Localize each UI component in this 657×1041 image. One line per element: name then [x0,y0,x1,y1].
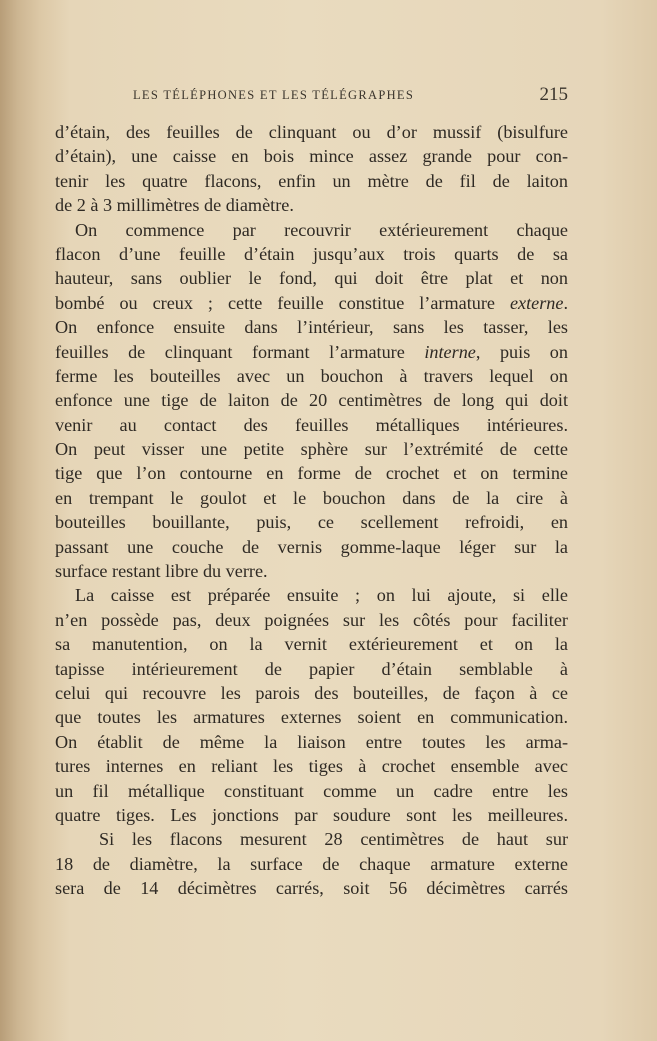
text-segment: bombé ou creux ; cette feuille constitue l’armature [55,292,510,313]
text-line: sa manutention, on la vernit extérieurement et on la [55,634,568,655]
text-segment: . [563,292,568,313]
text-line [55,340,568,364]
text-line: d’étain, des feuilles de clinquant ou d’or mussif (bisulfure [55,122,568,142]
page-header [55,86,568,108]
text-line: tures internes en reliant les tiges à crochet ensemble avec [55,756,568,777]
text-line: flacon d’une feuille d’étain jusqu’aux trois quarts de sa [55,243,568,264]
text-line: On peut visser une petite sphère sur l’extrémité de cette [55,439,568,460]
text-line: Si les flacons mesurent 28 centimètres de haut sur [99,829,568,850]
text-line: venir au contact des feuilles métalliques intérieures. [55,414,568,435]
running-title: LES TÉLÉPHONES ET LES TÉLÉGRAPHES [133,88,415,102]
text-line: que toutes les armatures externes soient en communication. [55,707,568,728]
text-line: bouteilles bouillante, puis, ce scellement refroidi, en [55,512,568,533]
text-line: d’étain), une caisse en bois mince assez grande pour con- [55,146,568,167]
text-segment: feuilles de clinquant formant l’armature [55,341,425,362]
text-line: de 2 à 3 millimètres de diamètre. [55,195,294,216]
text-line: La caisse est préparée ensuite ; on lui ajoute, si elle [75,585,568,606]
text-line: enfonce une tige de laiton de 20 centimètres de long qui doit [55,390,568,411]
text-line: un fil métallique constituant comme un cadre entre les [55,780,568,801]
text-line: On enfonce ensuite dans l’intérieur, sans les tasser, les [55,317,568,338]
text-line: passant une couche de vernis gomme-laque léger sur la [55,536,568,557]
text-line: tenir les quatre flacons, enfin un mètre de fil de laiton [55,170,568,191]
text-line: n’en possède pas, deux poignées sur les côtés pour faciliter [55,609,568,630]
text-line: On établit de même la liaison entre toutes les arma- [55,731,568,752]
text-line: tapisse intérieurement de papier d’étain semblable à [55,658,568,679]
text-line: 18 de diamètre, la surface de chaque armature externe [55,853,568,874]
italic-term: externe [509,292,564,313]
text-line: surface restant libre du verre. [55,561,268,582]
italic-term: interne [424,341,476,362]
body-text [55,120,568,901]
text-line: en trempant le goulot et le bouchon dans de la cire à [55,487,568,508]
text-line: quatre tiges. Les jonctions par soudure sont les meilleures. [55,804,568,825]
text-line [55,291,568,315]
text-line: ferme les bouteilles avec un bouchon à travers lequel on [55,365,568,386]
text-line: On commence par recouvrir extérieurement chaque [75,219,568,240]
text-line: sera de 14 décimètres carrés, soit 56 décimètres carrés [55,878,568,899]
text-segment: , puis on [475,341,568,362]
page-number: 215 [539,84,568,105]
text-line: celui qui recouvre les parois des bouteilles, de façon à ce [55,682,568,703]
text-line: tige que l’on contourne en forme de crochet et on termine [55,463,568,484]
text-line: hauteur, sans oublier le fond, qui doit être plat et non [55,268,568,289]
